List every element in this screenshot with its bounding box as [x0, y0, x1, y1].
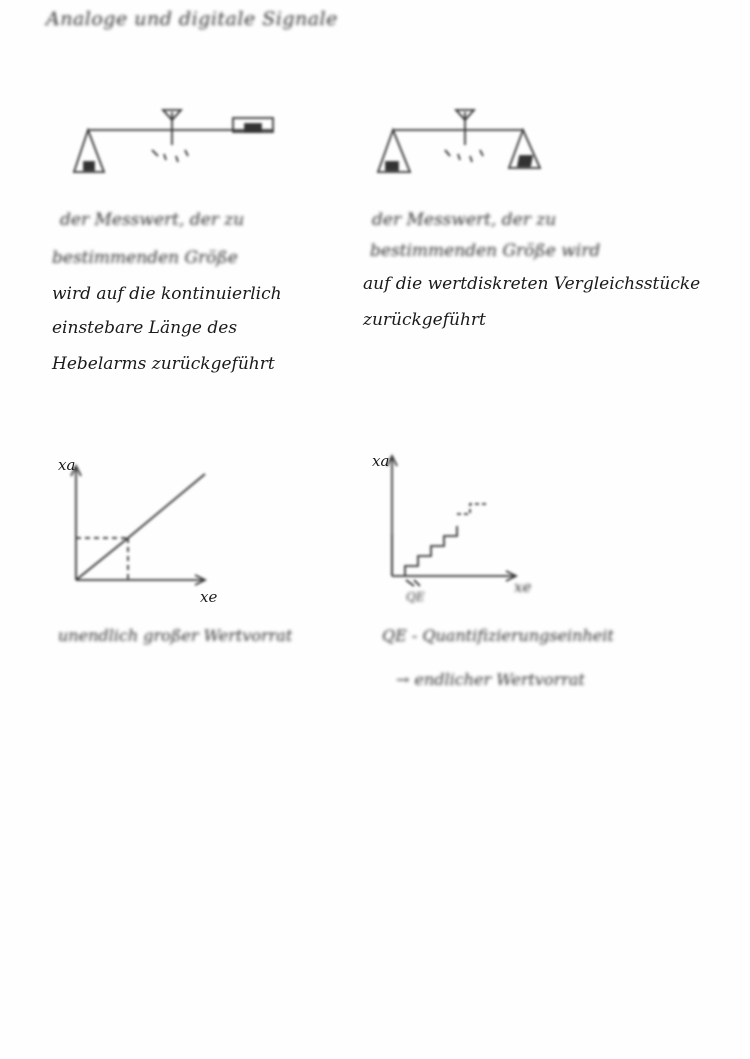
- left-axis-x-label: xe: [200, 588, 218, 606]
- right-note-1: QE - Quantifizierungseinheit: [382, 626, 614, 645]
- left-caption-blurred-2: bestimmenden Größe: [52, 248, 238, 268]
- right-caption-line-2: zurückgeführt: [363, 310, 486, 330]
- right-caption-line-1: auf die wertdiskreten Vergleichsstücke: [363, 274, 701, 294]
- right-axis-y-label: xa: [372, 452, 390, 470]
- left-caption-line-2: einstebare Länge des: [52, 318, 238, 338]
- right-note-2: → endlicher Wertvorrat: [396, 670, 585, 689]
- right-axis-x-label: xe: [514, 578, 532, 596]
- right-qe-label: QE: [406, 590, 425, 604]
- left-caption-line-3: Hebelarms zurückgeführt: [52, 354, 275, 374]
- left-note: unendlich großer Wertvorrat: [58, 626, 293, 645]
- left-axis-y-label: xa: [58, 456, 76, 474]
- right-caption-blurred-2: bestimmenden Größe wird: [370, 241, 601, 261]
- left-caption-line-1: wird auf die kontinuierlich: [52, 284, 282, 304]
- left-caption-blurred-1: der Messwert, der zu: [60, 210, 245, 230]
- page-title: Analoge und digitale Signale: [46, 8, 338, 30]
- right-caption-blurred-1: der Messwert, der zu: [372, 210, 557, 230]
